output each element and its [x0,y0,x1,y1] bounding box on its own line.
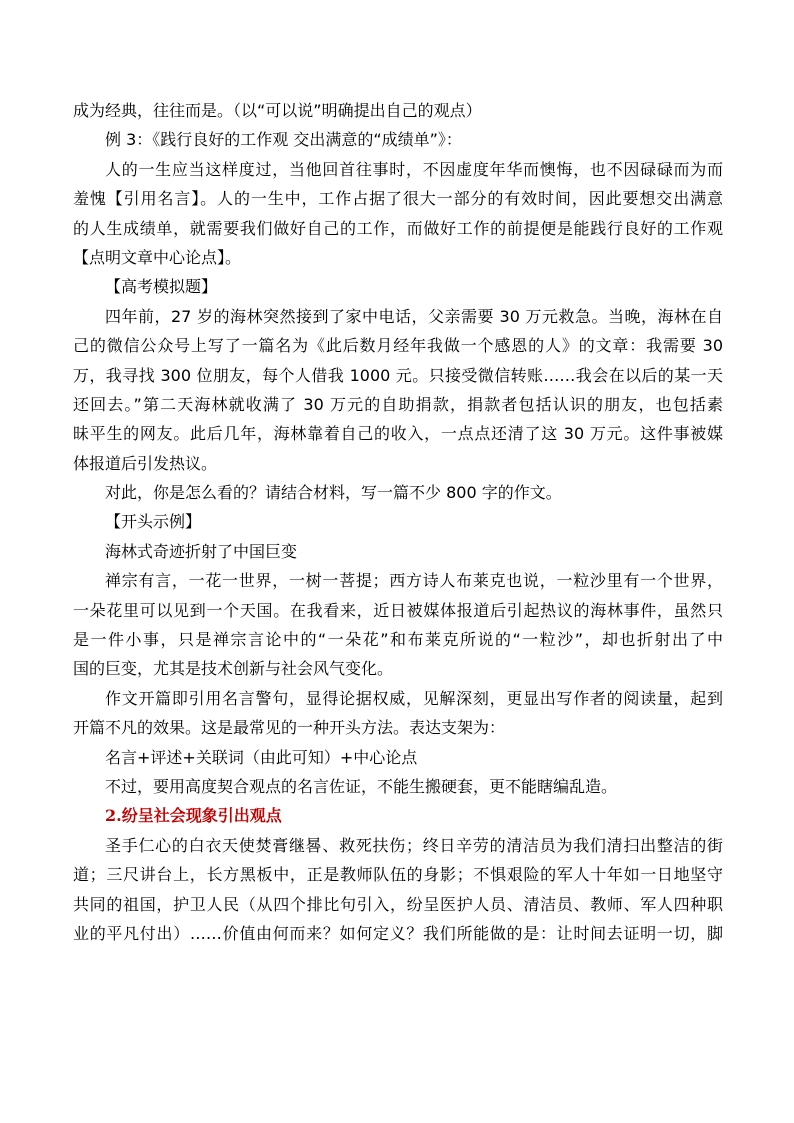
text-line: 禅宗有言，一花一世界，一树一菩提；西方诗人布莱克也说，一粒沙里有一个世界， [105,571,723,591]
text-line: 圣手仁心的白衣天使焚膏继晷、救死扶伤；终日辛劳的清洁员为我们清扫出整洁的街 [105,835,723,855]
text-line: 是一件小事，只是禅宗言论中的“一朵花”和布莱克所说的“一粒沙”，却也折射出了中 [73,630,723,650]
text-line: 一朵花里可以见到一个天国。在我看来，近日被媒体报道后引起热议的海林事件，虽然只 [73,600,723,620]
text-line: 国的巨变，尤其是技术创新与社会风气变化。 [73,659,394,679]
text-line: 体报道后引发热议。 [73,453,218,473]
text-line: 【点明文章中心论点】。 [73,247,242,267]
text-line: 四年前，27 岁的海林突然接到了家中电话，父亲需要 30 万元救急。当晚，海林在自 [105,306,723,326]
formula-line: 名言+评述+关联词（由此可知）+中心论点 [105,747,418,767]
document-page [73,96,723,948]
text-line: 的人生成绩单，就需要我们做好自己的工作，而做好工作的前提便是能践行良好的工作观 [73,218,723,238]
text-line: 不过，要用高度契合观点的名言佐证，不能生搬硬套，更不能瞎编乱造。 [105,776,618,796]
text-line: 业的平凡付出）……价值由何而来？如何定义？我们所能做的是：让时间去证明一切，脚 [73,923,723,943]
text-line: 作文开篇即引用名言警句，显得论据权威，见解深刻，更显出写作者的阅读量，起到 [105,688,723,708]
text-line: 人的一生应当这样度过，当他回首往事时，不因虚度年华而懊悔，也不因碌碌而为而 [105,159,723,179]
text-line: 万，我寻找 300 位朋友，每个人借我 1000 元。只接受微信转账……我会在以后的某一天 [73,365,723,385]
section-label: 【高考模拟题】 [105,277,218,297]
text-line: 己的微信公众号上写了一篇名为《此后数月经年我做一个感恩的人》的文章：我需要 30 [73,336,723,356]
text-line: 还回去。”第二天海林就收满了 30 万元的自助捐款，捐款者包括认识的朋友，也包括素 [73,394,723,414]
text-line: 道；三尺讲台上，长方黑板中，正是教师队伍的身影；不惧艰险的军人十年如一日地坚守 [73,865,723,885]
text-line: 对此，你是怎么看的？请结合材料，写一篇不少 800 字的作文。 [105,483,562,503]
example-title: 例 3：《践行良好的工作观 交出满意的“成绩单”》： [105,130,462,150]
text-line: 共同的祖国，护卫人民（从四个排比句引入，纷呈医护人员、清洁员、教师、军人四种职 [73,894,723,914]
text-line: 成为经典，往往而是。（以“可以说”明确提出自己的观点） [73,101,482,120]
text-line: 昧平生的网友。此后几年，海林靠着自己的收入，一点点还清了这 30 万元。这件事被媒 [73,424,723,444]
section-label: 【开头示例】 [105,512,202,532]
text-line: 羞愧【引用名言】。人的一生中，工作占据了很大一部分的有效时间，因此要想交出满意 [73,189,723,209]
section-heading: 2.纷呈社会现象引出观点 [105,806,282,826]
text-line: 开篇不凡的效果。这是最常见的一种开头方法。表达支架为： [73,718,506,738]
essay-title: 海林式奇迹折射了中国巨变 [105,541,298,561]
